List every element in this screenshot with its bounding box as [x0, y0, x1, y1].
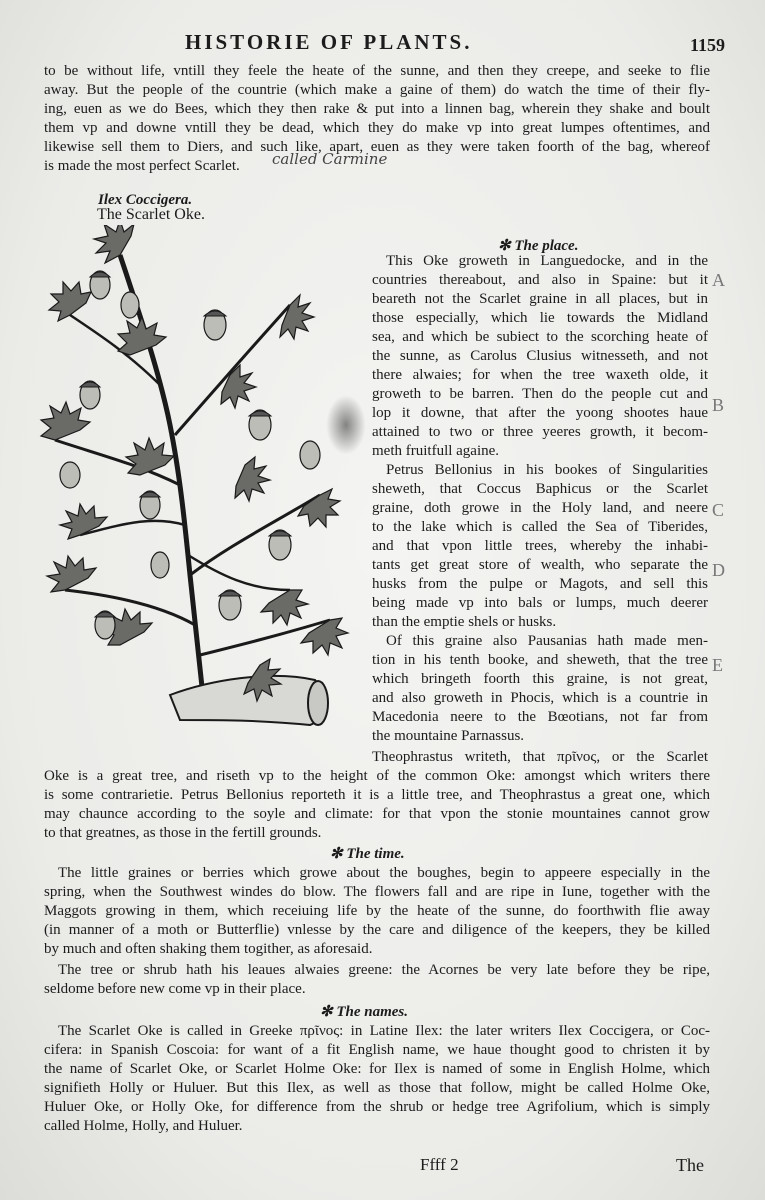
- text-line: seldome before new come vp in their place.: [44, 981, 306, 997]
- signature-mark: Ffff 2: [420, 1155, 459, 1174]
- text-line: ing, euen as we do Bees, which they then rake & put into a linnen bag, wherein they shake and boult: [44, 101, 710, 117]
- ink-smudge: [326, 395, 366, 455]
- text-line: beareth not the Scarlet graine in all places, but in: [372, 291, 708, 307]
- text-line: signifieth Holly or Huluer. But this Ilex, as well as those that follow, might be called Holme Oke,: [44, 1080, 710, 1096]
- text-line: spring, when the Southwest windes do blow. The flowers fall and are ripe in Iune, together with the: [44, 884, 710, 900]
- text-line: cifera: in Spanish Coscoia: for want of a fit English name, we haue thought good to christen it by: [44, 1042, 710, 1058]
- handwritten-annotation: called Carmine: [272, 150, 388, 168]
- text-line: Of this graine also Pausanias hath made men-: [386, 633, 708, 649]
- figure-latin-caption: Ilex Coccigera.: [98, 192, 193, 208]
- text-line: husks from the pulpe or Magots, and sell this: [372, 576, 708, 592]
- figure-english-caption: The Scarlet Oke.: [97, 206, 205, 223]
- text-line: attained to two or three yeeres growth, it becom-: [372, 424, 708, 440]
- text-line: countries thereabout, and also in Spaine: but it: [372, 272, 708, 288]
- margin-letter: E: [712, 655, 723, 675]
- text-line: is made the most perfect Scarlet.: [44, 158, 240, 174]
- section-heading-time: ✻ The time.: [330, 846, 405, 862]
- catchword: The: [676, 1155, 704, 1175]
- text-line: Huluer Oke, or Holly Oke, for difference from the shrub or hedge tree Agrifolium, which is simply: [44, 1099, 710, 1115]
- page-number: 1159: [690, 35, 726, 55]
- text-line: Theophrastus writeth, that πρῖνος, or the Scarlet: [372, 749, 708, 765]
- text-line: may chaunce according to the soyle and climate: for that vpon the stonie mountaines cannot grow: [44, 806, 710, 822]
- text-line: Maggots growing in them, which receiuing life by the heate of the sunne, do foorthwith flie away: [44, 903, 710, 919]
- oak-branch-woodcut-illustration: [30, 225, 370, 730]
- text-line: and also groweth in Phocis, which is a countrie in: [372, 690, 708, 706]
- text-line: lop it downe, that after the yoong shootes haue: [372, 405, 708, 421]
- text-line: Macedonia neere to the Bœotians, not far from: [372, 709, 708, 725]
- text-line: and that vpon little trees, whereby the inhabi-: [372, 538, 708, 554]
- text-line: sea, and which be subiect to the scorching heate of: [372, 329, 708, 345]
- text-line: to that greatnes, as those in the fertill grounds.: [44, 825, 322, 841]
- text-line: Oke is a great tree, and riseth vp to the height of the common Oke: amongst which writers there: [44, 768, 710, 784]
- text-line: those especially, which lie towards the Midland: [372, 310, 708, 326]
- text-line: away. But the people of the countrie (which make a gaine of them) do watch the time of their fly-: [44, 82, 710, 98]
- section-heading-place: ✻ The place.: [498, 238, 579, 254]
- text-line: The Scarlet Oke is called in Greeke πρῖνος: in Latine Ilex: the later writers Ilex Coccigera, or Coc-: [58, 1023, 710, 1039]
- margin-letter: A: [712, 270, 725, 290]
- text-line: is some contrarietie. Petrus Bellonius reporteth it is a little tree, and Theophrastus a great one, which: [44, 787, 710, 803]
- text-line: meth fruitfull againe.: [372, 443, 500, 459]
- text-line: them vp and downe vntill they be dead, which they do make vp into great lumpes oftentimes, and: [44, 120, 710, 136]
- text-line: which bringeth foorth this graine, is not great,: [372, 671, 708, 687]
- text-line: to the lake which is called the Sea of Tiberides,: [372, 519, 708, 535]
- margin-letter: C: [712, 500, 725, 520]
- text-line: (in manner of a moth or Butterflie) vnlesse by the care and diligence of the keepers, they be killed: [44, 922, 710, 938]
- text-line: to be without life, vntill they feele the heate of the sunne, and then they creepe, and seeke to flie: [44, 63, 710, 79]
- text-line: Petrus Bellonius in his bookes of Singularities: [386, 462, 708, 478]
- text-line: This Oke groweth in Languedocke, and in the: [386, 253, 708, 269]
- text-line: the sunne, as Carolus Clusius witnesseth, and not: [372, 348, 708, 364]
- text-line: the mountaine Parnassus.: [372, 728, 525, 744]
- text-line: the name of Scarlet Oke, or Scarlet Holme Oke: for Ilex is named of some in English Holme, which: [44, 1061, 710, 1077]
- text-line: likewise sell them to Diers, and such like, apart, euen as they were taken foorth of the bag, whereof: [44, 139, 710, 155]
- text-line: there alwaies; for when the tree waxeth olde, it: [372, 367, 708, 383]
- text-line: than the emptie shels or husks.: [372, 614, 557, 630]
- text-line: tion in his tenth booke, and sheweth, that the tree: [372, 652, 708, 668]
- text-line: The little graines or berries which growe about the boughes, begin to appeere especially in the: [58, 865, 710, 881]
- text-line: tants get great store of wealth, who separate the: [372, 557, 708, 573]
- text-line: graine, doth growe in the Holy land, and neere: [372, 500, 708, 516]
- section-heading-names: ✻ The names.: [320, 1004, 408, 1020]
- margin-letter: D: [712, 560, 725, 580]
- text-line: The tree or shrub hath his leaues alwaies greene: the Acornes be very late before they be ripe,: [58, 962, 710, 978]
- text-line: groweth to be barren. Then do the people cut and: [372, 386, 708, 402]
- text-line: called Holme, Holly, and Huluer.: [44, 1118, 243, 1134]
- text-line: being made vp into bals or lumps, much deerer: [372, 595, 708, 611]
- text-line: sheweth, that Coccus Baphicus or the Scarlet: [372, 481, 708, 497]
- margin-letter: B: [712, 395, 725, 415]
- text-line: by much and often shaking them togither, as aforesaid.: [44, 941, 373, 957]
- running-header: HISTORIE OF PLANTS.: [185, 30, 473, 54]
